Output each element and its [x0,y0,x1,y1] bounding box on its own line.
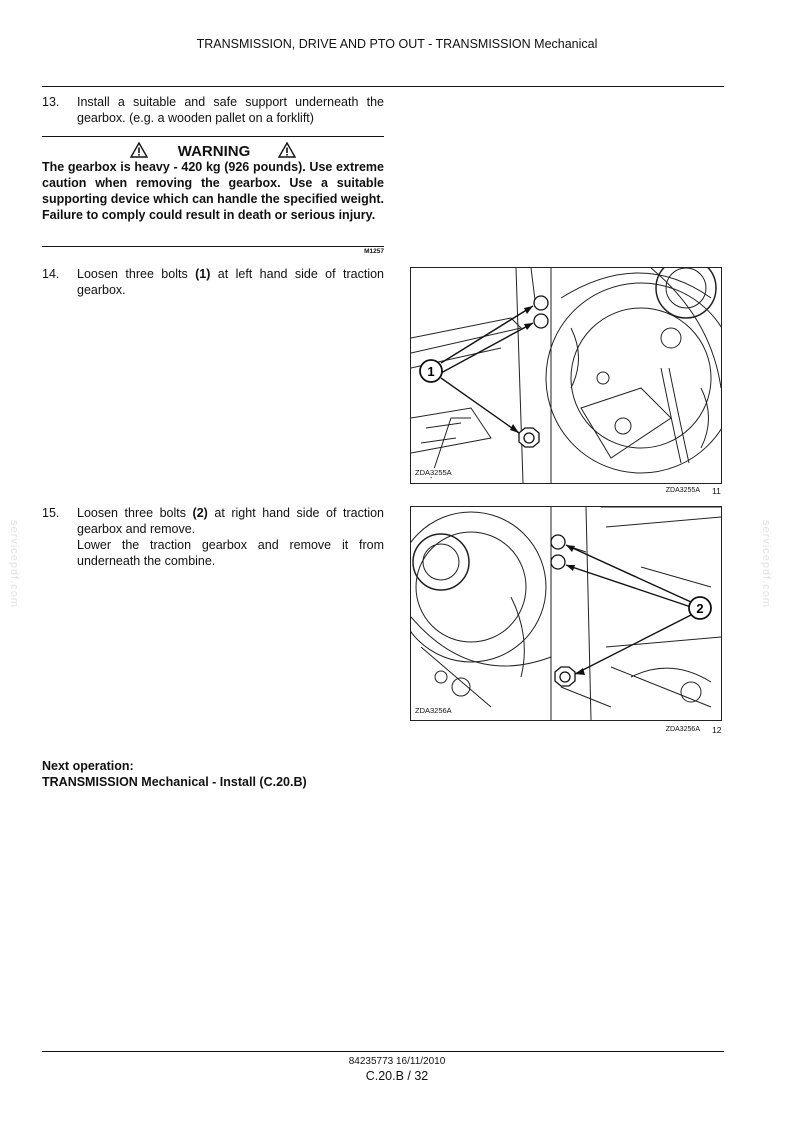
warning-triangle-icon [278,142,296,158]
header-rule [42,86,724,87]
step-14 [42,266,384,300]
warning-heading [42,142,384,160]
warning-code: M1257 [364,248,384,255]
step-number: 13. [42,95,60,109]
warning-body: The gearbox is heavy - 420 kg (926 pounds). Use extreme caution when removing the gearbox. Use a suitable supporting device which can handle the specified weight. Failure to comply could result in death or serious injury. [42,160,384,222]
step-15 [42,505,384,571]
watermark: servicepdf.com [8,520,20,608]
footer-rule [42,1051,724,1052]
figure-number: 12 [712,725,722,735]
callout-number: 1 [427,364,435,379]
warning-top-rule [42,136,384,137]
warning-triangle-icon [130,142,148,158]
step-text: Loosen three bolts (2) at right hand side of traction gearbox and remove. Lower the traction gearbox and remove it from underneath the combine. [77,506,384,568]
step-number: 14. [42,267,60,281]
next-operation-link[interactable]: TRANSMISSION Mechanical - Install (C.20.B) [42,775,307,789]
step-text: Install a suitable and safe support underneath the gearbox. (e.g. a wooden pallet on a forklift) [77,95,384,125]
step-number: 15. [42,506,60,520]
footer-doc-id: 84235773 16/11/2010 [348,1056,446,1067]
callout-ref: (1) [195,267,211,281]
step-13 [42,94,384,128]
gearbox-left-illustration [411,268,721,483]
figure-code: ZDA3255A [665,487,700,494]
figure-right-gearbox-bolts [410,506,722,721]
gearbox-right-illustration [411,507,721,720]
warning-bottom-rule [42,246,384,247]
figure-inner-label: ZDA3256A [415,706,452,715]
figure-number: 11 [712,486,721,496]
warning-title: WARNING [177,143,251,160]
callout-ref: (2) [192,506,208,520]
watermark: servicepdf.com [760,520,772,608]
figure-left-gearbox-bolts [410,267,722,484]
page-header-title: TRANSMISSION, DRIVE AND PTO OUT - TRANSMISSION Mechanical [196,37,598,51]
figure-inner-label: ZDA3255A [415,468,452,477]
step-text: Loosen three bolts (1) at left hand side of traction gearbox. [77,267,384,297]
footer-page-number: C.20.B / 32 [365,1069,429,1083]
figure-code: ZDA3256A [665,726,700,733]
callout-number: 2 [696,601,704,616]
next-operation-label: Next operation: [42,759,134,773]
